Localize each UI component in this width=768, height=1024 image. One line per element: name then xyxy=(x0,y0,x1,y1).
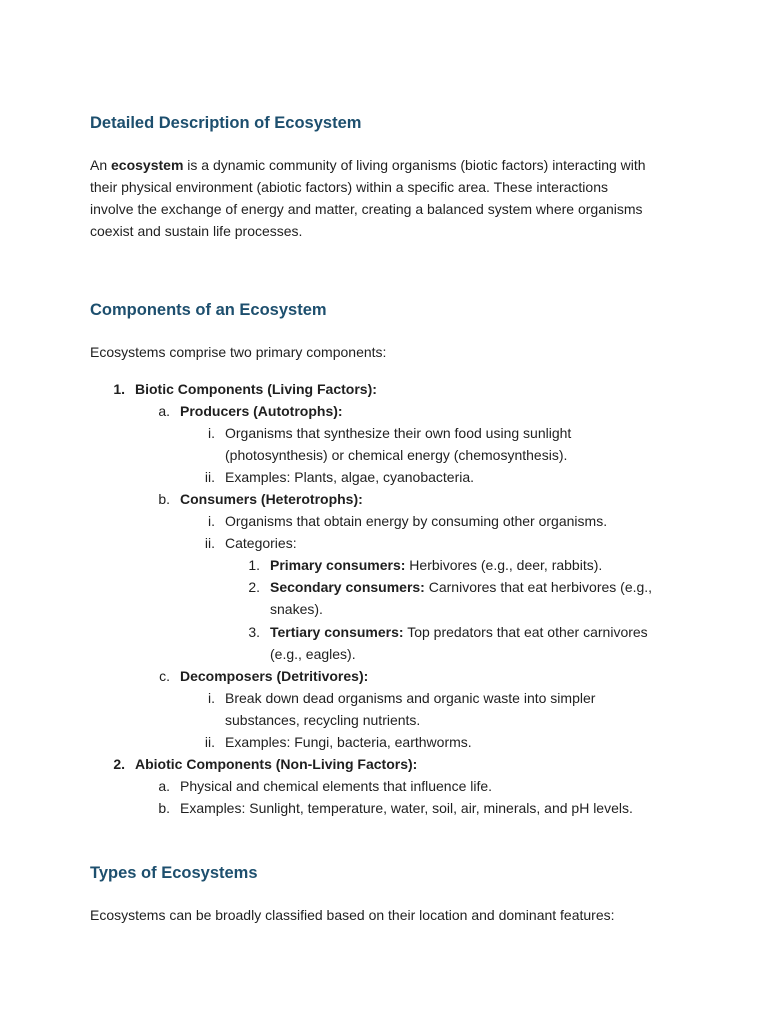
list-item-primary-consumers: 1. Primary consumers: Herbivores (e.g., deer, rabbits). xyxy=(248,557,603,573)
list-item-producers-examples: ii. Examples: Plants, algae, cyanobacteria. xyxy=(204,469,475,485)
list-item-abiotic-examples: b. Examples: Sunlight, temperature, water, soil, air, minerals, and pH levels. xyxy=(158,800,633,816)
list-item-producers: a. Producers (Autotrophs): xyxy=(158,403,343,419)
list-item-decomposers: c. Decomposers (Detritivores): xyxy=(159,668,369,684)
list-item-abiotic-definition: a. Physical and chemical elements that influence life. xyxy=(158,778,493,794)
components-intro: Ecosystems comprise two primary components: xyxy=(90,344,387,360)
heading-types-of-ecosystems: Types of Ecosystems xyxy=(90,864,258,882)
term-ecosystem: ecosystem xyxy=(111,157,184,173)
list-item-secondary-consumers: 2. Secondary consumers: Carnivores that eat herbivores (e.g., xyxy=(248,579,653,595)
list-item-abiotic: 2. Abiotic Components (Non-Living Factors): xyxy=(113,756,418,772)
list-item-producers-definition-cont: (photosynthesis) or chemical energy (chemosynthesis). xyxy=(225,447,568,463)
list-item-decomposers-definition-cont: substances, recycling nutrients. xyxy=(225,712,421,728)
heading-detailed-description: Detailed Description of Ecosystem xyxy=(90,114,362,132)
types-intro: Ecosystems can be broadly classified based on their location and dominant features: xyxy=(90,907,615,923)
list-item-biotic: 1. Biotic Components (Living Factors): xyxy=(113,381,377,397)
list-item-consumers-definition: i. Organisms that obtain energy by consuming other organisms. xyxy=(208,513,608,529)
list-item-tertiary-consumers: 3. Tertiary consumers: Top predators that eat other carnivores xyxy=(248,624,648,640)
list-item-decomposers-definition: i. Break down dead organisms and organic waste into simpler xyxy=(208,690,596,706)
list-item-tertiary-consumers-cont: (e.g., eagles). xyxy=(270,646,356,662)
list-item-decomposers-examples: ii. Examples: Fungi, bacteria, earthworms. xyxy=(204,734,472,750)
list-item-consumers: b. Consumers (Heterotrophs): xyxy=(158,491,363,507)
list-item-producers-definition: i. Organisms that synthesize their own food using sunlight xyxy=(208,425,572,441)
heading-components: Components of an Ecosystem xyxy=(90,301,327,319)
list-item-secondary-consumers-cont: snakes). xyxy=(270,601,323,617)
intro-paragraph: An ecosystem is a dynamic community of living organisms (biotic factors) interacting with their physical environment (abiotic factors) within a specific area. These interactions involve the exchange of energy and matter, creating a balanced system where organisms coexist and sustain life processes. xyxy=(90,157,646,239)
list-item-consumers-categories: ii. Categories: xyxy=(204,535,297,551)
